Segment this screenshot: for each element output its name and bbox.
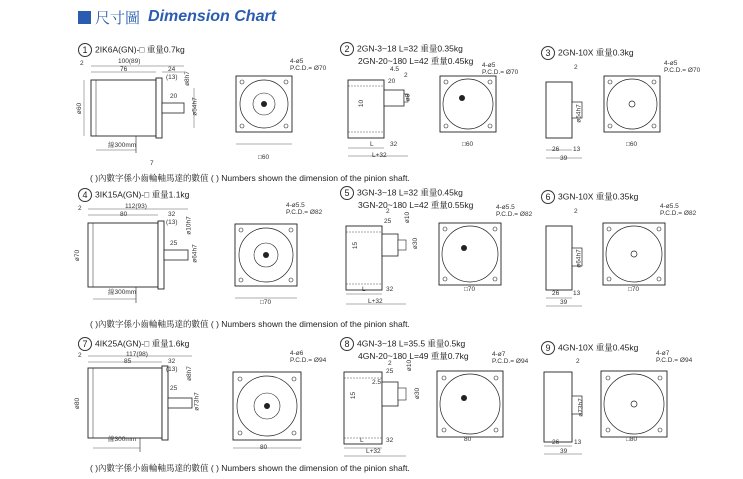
model-label-6 xyxy=(541,190,638,204)
dim-r2-bolt: 4-ø5.5 xyxy=(286,202,305,209)
decimal-front-view-6 xyxy=(600,220,670,292)
dim-r2-body: 80 xyxy=(120,211,128,218)
model-label-1 xyxy=(78,43,185,57)
dim-r1-d: 2 xyxy=(80,60,84,67)
dim-r2-c: 25 xyxy=(170,240,178,247)
dim-r1-x26: 26 xyxy=(552,146,560,153)
dim-r2-b: (13) xyxy=(166,219,178,226)
dim-r3-b: (13) xyxy=(166,366,178,373)
model-spec-2a: 2GN-3~18 L=32 重量0.35kg xyxy=(357,43,463,54)
dim-r1-gL32: L+32 xyxy=(372,152,387,159)
dim-r3-len: 117(98) xyxy=(126,351,148,358)
dim-r3-c: 25 xyxy=(170,385,178,392)
model-label-3 xyxy=(541,46,634,60)
dim-r2-xpcd: P.C.D.= Ø82 xyxy=(660,210,697,217)
model-spec-4: 3IK15A(GN)-□ 重量1.1kg xyxy=(95,189,190,200)
model-spec-5a: 3GN-3~18 L=32 重量0.45kg xyxy=(357,187,463,198)
dim-r2-xsq: □70 xyxy=(628,286,640,293)
decimal-front-view-3 xyxy=(600,72,665,147)
model-label-9 xyxy=(541,341,638,355)
dim-r2-g10: ø10 xyxy=(404,211,412,224)
model-spec-8a: 4GN-3~18 L=35.5 重量0.5kg xyxy=(357,338,466,349)
dim-r2-dia: ø70 xyxy=(74,249,82,262)
dim-r1-xbolt: 4-ø5 xyxy=(664,60,678,67)
dim-r1-pcd: P.C.D.= Ø70 xyxy=(290,65,327,72)
dim-r3-g2: 2 xyxy=(388,360,392,367)
dim-r1-len: 100(89) xyxy=(118,58,141,65)
dim-r3-a: 32 xyxy=(168,358,176,365)
dim-r2-x26: 26 xyxy=(552,290,560,297)
dim-r2-gL: L xyxy=(362,286,366,293)
dim-r3-shaft: ø73h7 xyxy=(193,392,201,411)
dim-r2-x39: 39 xyxy=(560,299,568,306)
dim-r3-gsq: 80 xyxy=(464,436,472,443)
decimal-side-view-3 xyxy=(542,72,592,162)
dim-r2-g15: 15 xyxy=(352,241,360,250)
dim-r3-x2: 2 xyxy=(576,358,580,365)
gearhead-side-view-8 xyxy=(338,359,428,462)
dim-r1-g2: 2 xyxy=(404,72,408,79)
dim-r3-g30: ø30 xyxy=(414,387,422,400)
model-number-8: 8 xyxy=(340,337,354,351)
model-spec-5b: 3GN-20~180 L=42 重量0.55kg xyxy=(358,200,474,210)
dim-r1-g45: 4.5 xyxy=(390,66,400,73)
dim-r3-g25b: 2.5 xyxy=(372,379,382,386)
dim-r1-x2: 2 xyxy=(574,64,578,71)
dim-r1-s: ø8h7 xyxy=(183,71,191,86)
dim-r1-xs: ø54h7 xyxy=(575,104,583,123)
dim-r2-x13: 13 xyxy=(573,290,581,297)
model-spec-9: 4GN-10X 重量0.45kg xyxy=(558,342,639,353)
dim-r2-g2: 2 xyxy=(386,208,390,215)
dim-r2-gsq: □70 xyxy=(464,286,476,293)
dim-r1-bolt: 4-ø5 xyxy=(290,58,304,65)
model-number-7: 7 xyxy=(78,337,92,351)
dim-r1-xpcd: P.C.D.= Ø70 xyxy=(664,67,701,74)
dim-r2-shaft: ø64h7 xyxy=(191,244,199,263)
decimal-side-view-6 xyxy=(542,218,592,308)
dim-r3-g25: 25 xyxy=(386,368,394,375)
dim-r1-dia: ø60 xyxy=(76,102,84,115)
page-header xyxy=(78,6,276,28)
gearhead-front-view-5 xyxy=(436,220,506,292)
model-number-2: 2 xyxy=(340,42,354,56)
dim-r2-xbolt: 4-ø5.5 xyxy=(660,203,679,210)
dim-r3-gpcd: P.C.D.= Ø94 xyxy=(492,358,529,365)
dim-r2-len: 112(93) xyxy=(125,203,147,210)
motor-front-view-4 xyxy=(230,220,302,305)
dim-r1-shaft: ø54h7 xyxy=(191,97,199,116)
gearhead-front-view-8 xyxy=(434,368,508,442)
dim-r3-x13: 13 xyxy=(574,439,582,446)
dim-r1-gL: L xyxy=(370,141,374,148)
dim-r3-xs: ø73h7 xyxy=(577,398,585,417)
model-number-4: 4 xyxy=(78,188,92,202)
dim-r3-dia: ø80 xyxy=(74,397,82,410)
dim-r1-sq: □60 xyxy=(258,154,270,161)
gearhead-side-view-2 xyxy=(340,62,430,162)
dim-r3-g32: 32 xyxy=(386,437,394,444)
dim-r1-body: 76 xyxy=(120,66,128,73)
dim-r3-gbolt: 4-ø7 xyxy=(492,351,506,358)
title-english: Dimension Chart xyxy=(148,8,277,25)
dim-r1-g10: 10 xyxy=(358,99,366,108)
dim-r1-x13: 13 xyxy=(573,146,581,153)
motor-front-view-7 xyxy=(228,368,306,453)
dim-r3-g10: ø10 xyxy=(406,359,414,372)
dim-r2-wire: 線300mm xyxy=(108,289,137,296)
dim-r3-s: ø8h7 xyxy=(185,366,193,381)
dim-r3-x26: 26 xyxy=(552,439,560,446)
dim-r3-gL: L xyxy=(360,437,364,444)
dim-r1-g32: 32 xyxy=(390,141,398,148)
dim-r3-pcd: P.C.D.= Ø94 xyxy=(290,357,327,364)
gearhead-side-view-5 xyxy=(340,212,430,312)
title-chinese: 尺寸圖 xyxy=(95,8,141,27)
motor-front-view-1 xyxy=(230,70,300,155)
dim-r2-gbolt: 4-ø5.5 xyxy=(496,204,515,211)
dim-r3-xsq: □80 xyxy=(626,436,638,443)
dim-r1-g8: ø8 xyxy=(404,93,412,102)
dim-r1-xsq: □60 xyxy=(626,141,638,148)
model-number-6: 6 xyxy=(541,190,555,204)
model-number-5: 5 xyxy=(340,186,354,200)
dim-r2-a: 32 xyxy=(168,211,176,218)
model-label-7 xyxy=(78,337,189,351)
dim-r1-wire: 線300mm xyxy=(108,142,137,149)
dim-r1-w: 7 xyxy=(150,160,154,167)
dim-r2-g32: 32 xyxy=(386,286,394,293)
dim-r1-gbolt: 4-ø5 xyxy=(482,62,496,69)
dim-r3-x39: 39 xyxy=(560,448,568,455)
model-spec-6: 3GN-10X 重量0.35kg xyxy=(558,191,639,202)
pinion-note-1: ( )內數字係小齒輪軸馬達的數值 ( ) Numbers shown the dimension of the pinion shaft. xyxy=(90,173,410,183)
dim-r2-gL32: L+32 xyxy=(368,298,383,305)
model-number-3: 3 xyxy=(541,46,555,60)
model-number-1: 1 xyxy=(78,43,92,57)
dim-r2-s: ø10h7 xyxy=(185,216,193,235)
model-spec-3: 2GN-10X 重量0.3kg xyxy=(558,47,634,58)
model-spec-8b: 4GN-20~180 L=49 重量0.7kg xyxy=(358,351,469,361)
dim-r2-g30: ø30 xyxy=(412,237,420,250)
header-square-icon xyxy=(78,11,91,24)
dim-r3-xbolt: 4-ø7 xyxy=(656,350,670,357)
pinion-note-2: ( )內數字係小齒輪軸馬達的數值 ( ) Numbers shown the dimension of the pinion shaft. xyxy=(90,319,410,329)
model-label-4 xyxy=(78,188,189,202)
dim-r2-x2: 2 xyxy=(574,208,578,215)
dim-r2-sq: □70 xyxy=(260,299,272,306)
dim-r2-pcd: P.C.D.= Ø82 xyxy=(286,209,323,216)
model-spec-7: 4IK25A(GN)-□ 重量1.6kg xyxy=(95,338,190,349)
decimal-front-view-9 xyxy=(598,368,672,442)
dim-r2-gpcd: P.C.D.= Ø82 xyxy=(496,211,533,218)
dim-r1-g20: 20 xyxy=(388,78,396,85)
dim-r3-bolt: 4-ø6 xyxy=(290,350,304,357)
model-spec-1: 2IK6A(GN)-□ 重量0.7kg xyxy=(95,44,185,55)
dim-r1-c: 20 xyxy=(170,93,178,100)
dim-r2-g25: 25 xyxy=(384,218,392,225)
model-spec-2b: 2GN-20~180 L=42 重量0.45kg xyxy=(358,56,474,66)
dim-r3-xpcd: P.C.D.= Ø94 xyxy=(656,357,693,364)
dim-r2-xs: ø64h7 xyxy=(575,249,583,268)
dim-r1-a: 24 xyxy=(168,66,176,73)
model-number-9: 9 xyxy=(541,341,555,355)
dim-r1-b: (13) xyxy=(166,74,178,81)
dim-r3-wire: 線300mm xyxy=(108,436,137,443)
model-label-8 xyxy=(340,337,469,361)
dim-r3-d: 2 xyxy=(78,352,82,359)
pinion-note-3: ( )內數字係小齒輪軸馬達的數值 ( ) Numbers shown the dimension of the pinion shaft. xyxy=(90,463,410,473)
dim-r3-g15: 15 xyxy=(350,391,358,400)
dim-r1-gpcd: P.C.D.= Ø70 xyxy=(482,69,519,76)
dim-r3-sq: 80 xyxy=(260,444,268,451)
model-label-5 xyxy=(340,186,473,210)
dim-r2-d: 2 xyxy=(78,205,82,212)
dim-r1-gsq: □60 xyxy=(462,141,474,148)
dim-r3-gL32: L+32 xyxy=(366,448,381,455)
dim-r3-body: 85 xyxy=(124,358,132,365)
gearhead-front-view-2 xyxy=(436,72,501,147)
dim-r1-x39: 39 xyxy=(560,155,568,162)
